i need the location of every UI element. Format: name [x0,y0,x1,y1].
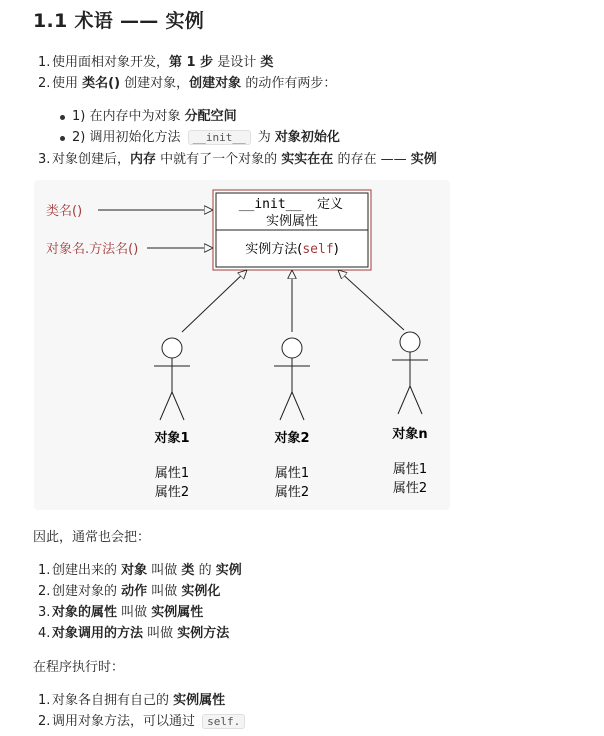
list-item: 2. 使用 类名() 创建对象，创建对象 的动作有两步： [38,76,337,91]
class-instance-diagram [34,180,450,510]
method-call-label: 对象名.方法名() [46,242,139,257]
objectn-arrow [338,270,404,330]
runtime-paragraph: 在程序执行时： [33,660,125,675]
list-item: 1) 在内存中为对象 分配空间 [72,106,340,127]
object2-attr2: 属性2 [274,485,310,500]
terms-list [38,560,242,644]
inline-code: self. [202,714,245,729]
objectn-figure [392,332,428,414]
list-item: 4. 对象调用的方法 叫做 实例方法 [38,626,230,641]
list-item: 2. 创建对象的 动作 叫做 实例化 [38,584,221,599]
object2-attr1: 属性1 [274,466,310,481]
instance-method-label: 实例方法(self) [245,242,339,257]
object1-figure [154,338,190,420]
therefore-paragraph: 因此，通常也会把： [33,530,151,545]
list-item: 1. 创建出来的 对象 叫做 类 的 实例 [38,563,242,578]
list-item: 1. 对象各自拥有自己的 实例属性 [38,693,226,708]
list-item: 3. 对象创建后，内存 中就有了一个对象的 实实在在 的存在 —— 实例 [38,152,437,167]
objectn-attr1: 属性1 [392,462,428,477]
define-label: 定义 [316,197,344,212]
diagram-svg [34,180,450,510]
list-item: 2. 调用对象方法，可以通过 self. [38,711,248,732]
init-label: __init__ [238,197,302,212]
inline-code: __init__ [188,130,251,145]
runtime-list [38,690,248,732]
section-title: 1.1 术语 —— 实例 [33,10,205,32]
object1-name: 对象1 [154,431,190,446]
instance-attr-label: 实例属性 [265,214,319,229]
intro-list [38,52,336,94]
list-item: 3. 对象的属性 叫做 实例属性 [38,605,204,620]
object2-figure [274,338,310,420]
objectn-name: 对象n [392,427,428,442]
list-item: 2) 调用初始化方法 __init__ 为 对象初始化 [72,127,340,148]
list-item: 1. 使用面相对象开发，第 1 步 是设计 类 [38,55,274,70]
object1-attr2: 属性2 [154,485,190,500]
objectn-attr2: 属性2 [392,481,428,496]
object1-attr1: 属性1 [154,466,190,481]
object2-name: 对象2 [274,431,310,446]
sub-step-list [72,106,340,148]
object1-arrow [182,270,247,332]
class-call-label: 类名() [46,204,83,219]
intro-list-cont [38,149,437,170]
